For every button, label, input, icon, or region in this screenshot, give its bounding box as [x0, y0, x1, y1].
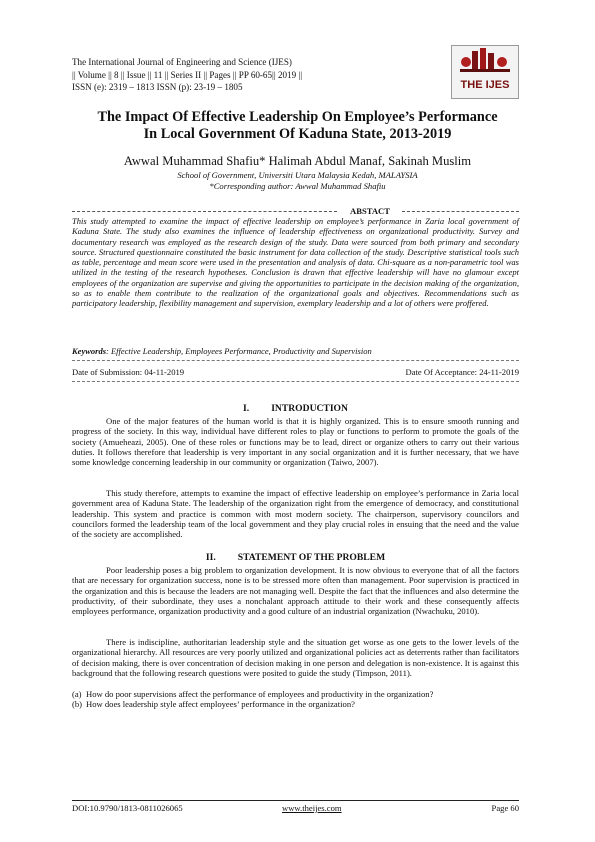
- intro-paragraph-2: [72, 488, 519, 539]
- journal-header: [72, 56, 302, 94]
- statement-paragraph-1: [72, 565, 519, 616]
- abstract-label: ABSTACT: [340, 206, 400, 216]
- affiliation-block: [60, 170, 535, 191]
- footer-divider: [72, 800, 519, 801]
- keywords-text: : Effective Leadership, Employees Performance, Productivity and Supervision: [106, 346, 372, 356]
- title-line-1: The Impact Of Effective Leadership On Employee’s Performance: [97, 109, 498, 125]
- journal-volume-info: || Volume || 8 || Issue || 11 || Series II || Pages || PP 60-65|| 2019 ||: [72, 69, 303, 80]
- divider: [402, 211, 519, 212]
- paragraph-text: This study therefore, attempts to examine the impact of effective leadership on employee’s performance in Zaria local government area of Kaduna State. The leadership of the organization right from the emergence of democracy, and constitutional leadership. This system and practice is common with most modern society. The chairperson, supervisory councilors and councilors formed the leadership team of the local government and they play crucial roles in ensuing that the need and the value of the society are accomplished.: [72, 488, 519, 539]
- journal-logo: [451, 45, 519, 99]
- list-item: (b) How does leadership style affect employees’ performance in the organization?: [72, 699, 355, 710]
- submission-date: Date of Submission: 04-11-2019: [72, 367, 185, 377]
- section-heading-introduction: [72, 403, 519, 414]
- paragraph-text: Poor leadership poses a big problem to organization development. It is now obvious to everyone that of all the factors that are necessary for organization success, none is to be stressed more often than management. Poor supervision is practiced in the organization and this is because the leaders are not managing well. Despite the fact that the influences and also determine the productivity, of their subordinate, they uses a nonchalant approach attitude to their work and these consequently affects employees performance, organization productivity and a good culture of an industrial organization (Nwachuku, 2010).: [72, 565, 519, 616]
- section-title: STATEMENT OF THE PROBLEM: [237, 552, 386, 563]
- paragraph-text: There is indiscipline, authoritarian leadership style and the situation get worse as one gets to the lower levels of the organizational hierarchy. All resources are very poorly utilized and organizational policies act as deterrents rather than facilitators of decision making, there is over concentration of decision making in one person and delegation is non-existence. It is against this background that the following research questions were posited to guide the study (Timpson, 2011).: [72, 637, 519, 678]
- affiliation: School of Government, Universiti Utara Malaysia Kedah, MALAYSIA: [177, 170, 418, 180]
- research-questions: [72, 689, 519, 710]
- section-heading-statement: [72, 552, 519, 563]
- abstract-text: This study attempted to examine the impact of effective leadership on employee’s performance in Zaria local government of Kaduna State. The study also examines the influence of leadership effectiveness on organizational productivity. Survey and documentary research was employed as the research design of the study. Data were sourced from both primary and secondary source. Structured questionnaire constituted the basic instrument for data collection of the study. Descriptive statistical tools such as table, percentage and mean score were used in the presentation and analysis of data. Chi-square as a non-parametric tool was utilized in the testing of the research hypotheses. Conclusion is drawn that effective leadership will have no glamour except employees of the organization are supervise and giving the opportunities to participate in the decision making of the organization, so as to enable them contribute to the realization of the organizational goals and objectives. Recommendations such as participatory leadership, flexibility management and supervision, exemplary leadership and a lot of others were proffered.: [72, 216, 519, 308]
- section-number: II.: [205, 552, 216, 563]
- journal-website-link[interactable]: www.theijes.com: [282, 803, 342, 813]
- journal-name: The International Journal of Engineering and Science (IJES): [72, 57, 292, 67]
- acceptance-date: Date Of Acceptance: 24-11-2019: [405, 367, 519, 377]
- divider: [72, 360, 519, 361]
- list-item: (a) How do poor supervisions affect the performance of employees and productivity in the organization?: [72, 689, 434, 699]
- intro-paragraph-1: [72, 416, 519, 467]
- doi: DOI:10.9790/1813-0811026065: [72, 803, 183, 813]
- corresponding-author: *Corresponding author: Awwal Muhammad Shafiu: [209, 180, 386, 191]
- journal-issn: ISSN (e): 2319 – 1813 ISSN (p): 23-19 – 1805: [72, 82, 243, 93]
- divider: [72, 211, 337, 212]
- title-line-2: In Local Government Of Kaduna State, 2013-2019: [143, 126, 452, 142]
- keywords: [72, 346, 519, 356]
- statement-paragraph-2: [72, 637, 519, 678]
- logo-text: THE IJES: [460, 79, 510, 91]
- paper-title: [60, 109, 535, 143]
- page-number: Page 60: [491, 803, 519, 813]
- paragraph-text: One of the major features of the human world is that it is highly organized. This is to ensure smooth running and progress of the society. In this way, individual have different roles to play or functions to perform to promote the goals of the society (Amueheazi, 2005). One of these roles or functions may be to lead, direct or organize others to carry out their various duties. It follows therefore that leadership is very important in any social organization and it is further necessary, that we have some knowledge concerning leadership in our community or organization (Taiwo, 2007).: [72, 416, 519, 467]
- section-title: INTRODUCTION: [271, 403, 348, 414]
- divider: [72, 381, 519, 382]
- keywords-label: Keywords: [72, 346, 106, 356]
- section-number: I.: [243, 403, 250, 414]
- abstract-heading-rule: [72, 206, 519, 216]
- authors: Awwal Muhammad Shafiu* Halimah Abdul Manaf, Sakinah Muslim: [123, 154, 472, 168]
